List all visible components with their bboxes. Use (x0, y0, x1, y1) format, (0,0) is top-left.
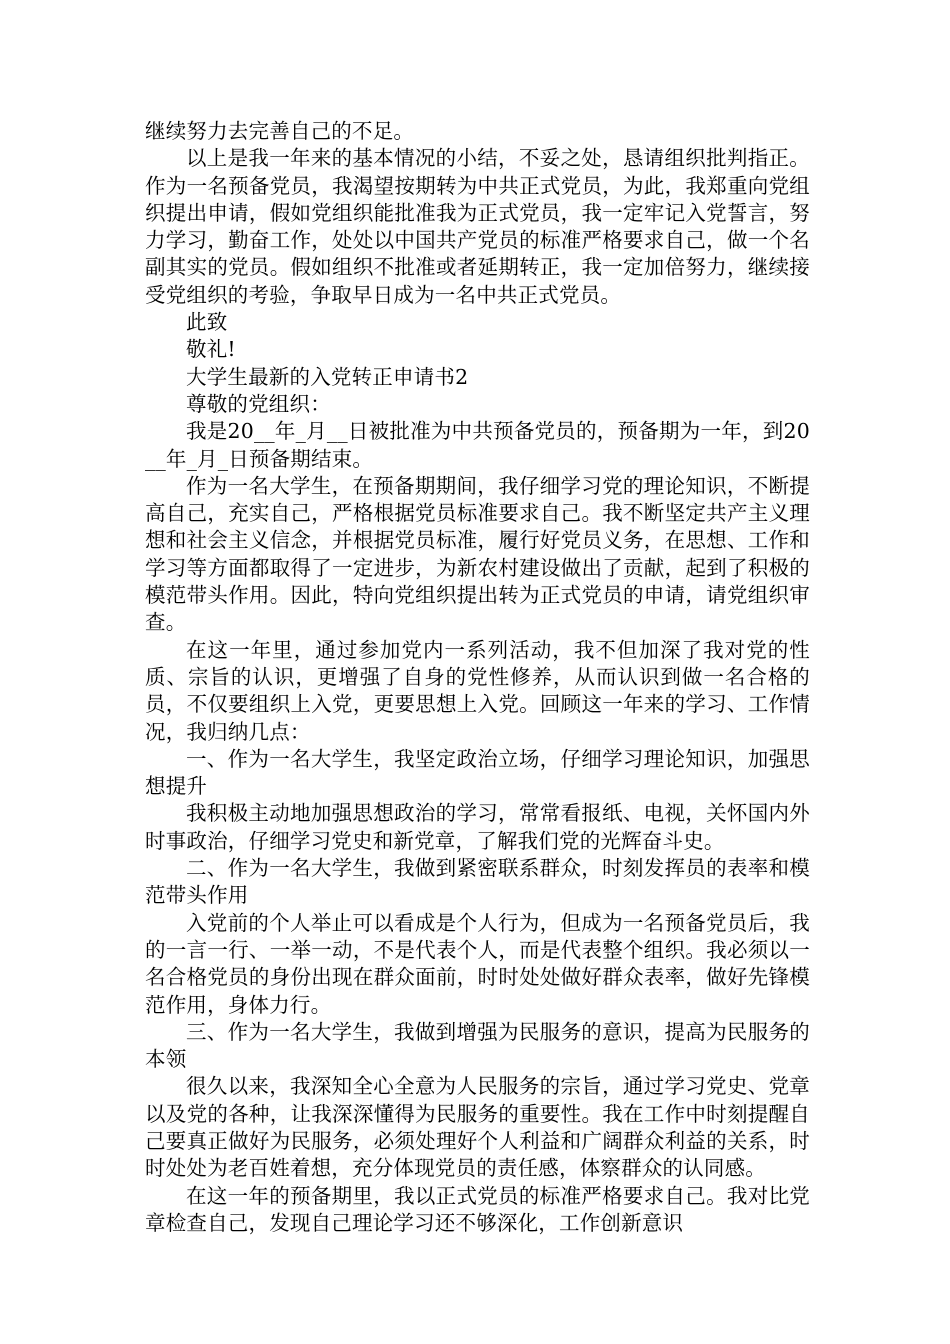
point-heading-1: 一、作为一名大学生，我坚定政治立场，仔细学习理论知识，加强思想提升 (145, 746, 810, 799)
paragraph-1: 继续努力去完善自己的不足。 (145, 119, 415, 143)
point-heading-3: 三、作为一名大学生，我做到增强为民服务的意识，提高为民服务的本领 (145, 1019, 810, 1072)
paragraph-2: 以上是我一年来的基本情况的小结，不妥之处，恳请组织批判指正。作为一名预备党员，我渴望按期转为中共正式党员，为此，我郑重向党组织提出申请，假如党组织能批准我为正式党员，我一定牢记入党誓言，努力学习，勤奋工作，处处以中国共产党员的标准严格要求自己，做一个名副其实的党员。假如组织不批准或者延期转正，我一定加倍努力，继续接受党组织的考验，争取早日成为一名中共正式党员。 (145, 146, 810, 307)
paragraph-15: 很久以来，我深知全心全意为人民服务的宗旨，通过学习党史、党章以及党的各种，让我深深懂得为民服务的重要性。我在工作中时刻提醒自己要真正做好为民服务，必须处理好个人利益和广阔群众利益的关系，时时处处为老百姓着想，充分体现党员的责任感，体察群众的认同感。 (145, 1074, 810, 1181)
paragraph-13: 入党前的个人举止可以看成是个人行为，但成为一名预备党员后，我的一言一行、一举一动，不是代表个人，而是代表整个组织。我必须以一名合格党员的身份出现在群众面前，时时处处做好群众表率，做好先锋模范作用，身体力行。 (145, 910, 810, 1017)
section-title: 大学生最新的入党转正申请书2 (186, 364, 469, 389)
paragraph-16: 在这一年的预备期里，我以正式党员的标准严格要求自己。我对比党章检查自己，发现自己理论学习还不够深化，工作创新意识 (145, 1183, 810, 1235)
salutation: 尊敬的党组织： (186, 391, 331, 416)
paragraph-7: 我是20__年_月__日被批准为中共预备党员的，预备期为一年，到20__年_月_日预备期结束。 (145, 419, 810, 471)
paragraph-11: 我积极主动地加强思想政治的学习，常常看报纸、电视，关怀国内外时事政治，仔细学习党史和新党章，了解我们党的光辉奋斗史。 (145, 801, 810, 853)
paragraph-8: 作为一名大学生，在预备期期间，我仔细学习党的理论知识，不断提高自己，充实自己，严格根据党员标准要求自己。我不断坚定共产主义理想和社会主义信念，并根据党员标准，履行好党员义务，在思想、工作和学习等方面都取得了一定进步，为新农村建设做出了贡献，起到了积极的模范带头作用。因此，特向党组织提出转为正式党员的申请，请党组织审查。 (145, 473, 810, 635)
point-heading-2: 二、作为一名大学生，我做到紧密联系群众，时刻发挥员的表率和模范带头作用 (145, 856, 810, 908)
document-body (145, 118, 810, 1237)
closing-line-2: 敬礼! (186, 337, 236, 362)
paragraph-9: 在这一年里，通过参加党内一系列活动，我不但加深了我对党的性质、宗旨的认识，更增强了自身的党性修养，从而认识到做一名合格的员，不仅要组织上入党，更要思想上入党。回顾这一年来的学习、工作情况，我归纳几点： (145, 637, 810, 744)
closing-line-1: 此致 (186, 310, 228, 335)
